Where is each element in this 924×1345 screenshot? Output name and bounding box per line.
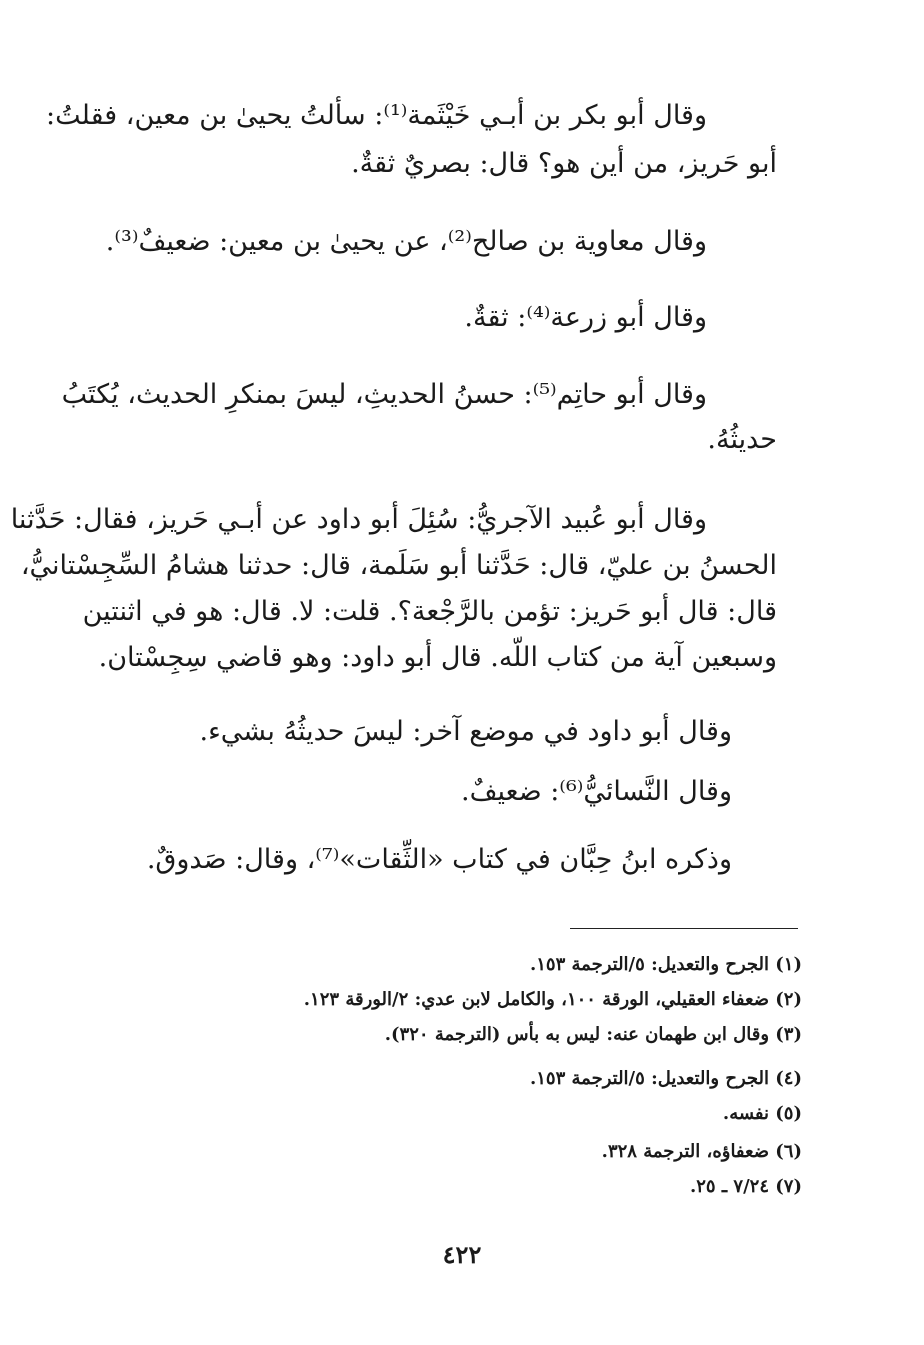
footnote: (٢) ضعفاء العقيلي، الورقة ١٠٠، والكامل لابن عدي: ٢/الورقة ١٢٣. (303, 989, 802, 1010)
body-line: حديثُهُ. (707, 424, 777, 455)
page-number: ٤٢٢ (442, 1240, 482, 1269)
footnote: (١) الجرح والتعديل: ٥/الترجمة ١٥٣. (529, 954, 802, 975)
footnote: (٣) وقال ابن طهمان عنه: ليس به بأس (الترجمة ٣٢٠). (384, 1024, 802, 1045)
body-line: وقال أبو حاتِم⁽⁵⁾: حسنُ الحديثِ، ليسَ بمنكرِ الحديث، يُكتَبُ (61, 379, 707, 410)
body-line: وقال معاوية بن صالح⁽²⁾، عن يحيىٰ بن معين: ضعيفٌ⁽³⁾. (105, 226, 707, 257)
body-line: وقال أبو بكر بن أبـي خَيْثَمة⁽¹⁾: سألتُ يحيىٰ بن معين، فقلتُ: (46, 100, 707, 131)
body-line: وقال أبو عُبيد الآجريُّ: سُئِلَ أبو داود عن أبـي حَريز، فقال: حَدَّثنا (10, 504, 707, 535)
body-line: قال: قال أبو حَريز: تؤمن بالرَّجْعة؟. قلت: لا. قال: هو في اثنتين (82, 596, 777, 627)
footnote: (٤) الجرح والتعديل: ٥/الترجمة ١٥٣. (529, 1068, 802, 1089)
body-line: وقال أبو داود في موضع آخر: ليسَ حديثُهُ بشيء. (199, 716, 732, 747)
body-line: وذكره ابنُ حِبَّان في كتاب «الثِّقات»⁽⁷⁾، وقال: صَدوقٌ. (146, 844, 732, 875)
footnote: (٧) ٧/٢٤ ـ ٢٥. (689, 1176, 802, 1197)
body-line: الحسنُ بن عليّ، قال: حَدَّثنا أبو سَلَمة، قال: حدثنا هشامُ السِّجِسْتانيُّ، (20, 550, 777, 581)
body-line: وقال أبو زرعة⁽⁴⁾: ثقةٌ. (464, 302, 707, 333)
body-line: أبو حَريز، من أين هو؟ قال: بصريٌ ثقةٌ. (351, 148, 777, 179)
footnote: (٥) نفسه. (722, 1103, 802, 1124)
body-line: وسبعين آية من كتاب اللّه. قال أبو داود: وهو قاضي سِجِسْتان. (98, 642, 777, 673)
body-line: وقال النَّسائيُّ⁽⁶⁾: ضعيفٌ. (461, 776, 732, 807)
footnote: (٦) ضعفاؤه، الترجمة ٣٢٨. (601, 1141, 802, 1162)
footnote-separator (570, 928, 798, 929)
